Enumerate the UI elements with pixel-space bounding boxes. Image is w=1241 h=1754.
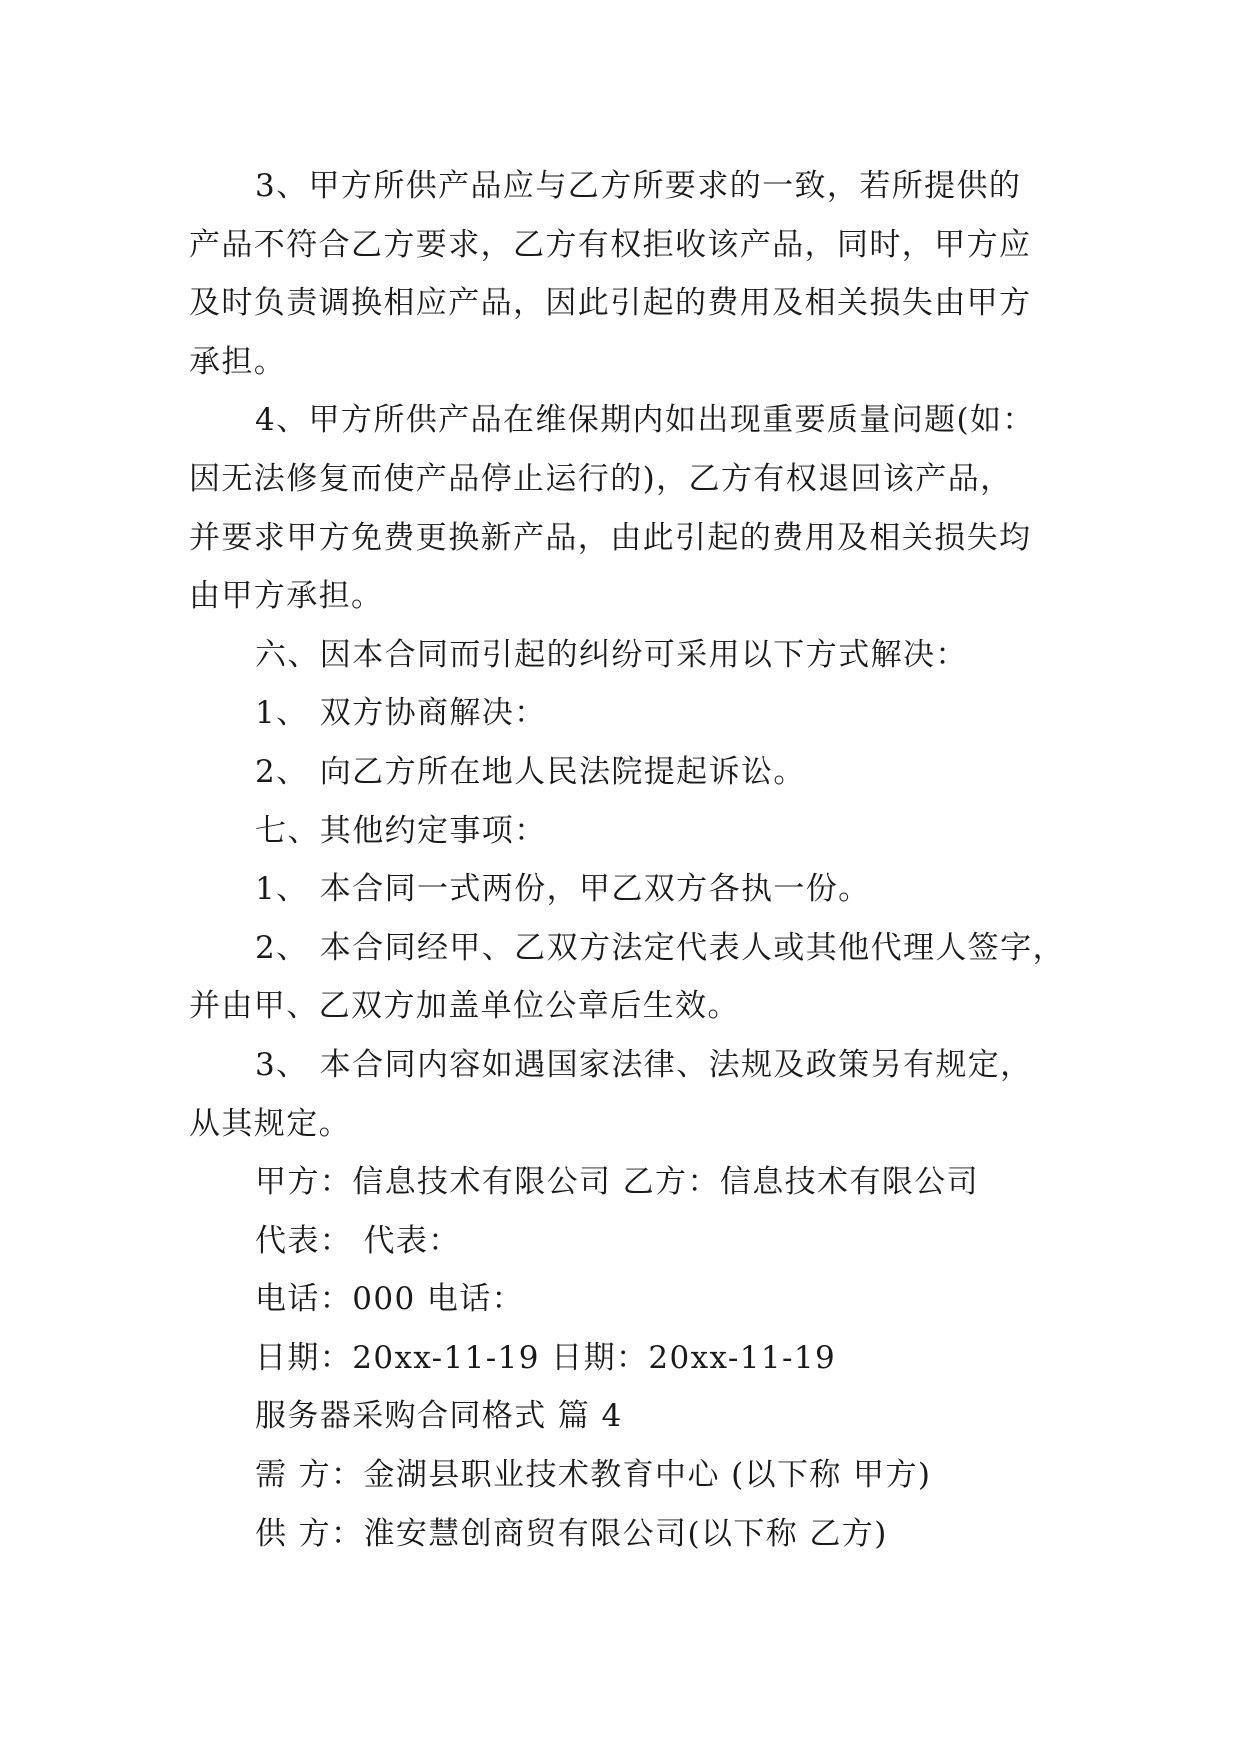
clause-3-line-1: 3、甲方所供产品应与乙方所要求的一致，若所提供的: [255, 168, 1022, 204]
section-6-item-1: 1、 双方协商解决：: [255, 695, 547, 732]
clause-4-line-1: 4、甲方所供产品在维保期内如出现重要质量问题(如：: [255, 402, 1035, 439]
clause-3-line-3: 及时负责调换相应产品，因此引起的费用及相关损失由甲方: [189, 285, 1032, 322]
party-phones: 电话：000 电话：: [255, 1281, 525, 1318]
demand-party: 需 方：金湖县职业技术教育中心 (以下称 甲方): [255, 1457, 932, 1494]
clause-4-line-3: 并要求甲方免费更换新产品，由此引起的费用及相关损失均: [189, 519, 1032, 556]
clause-4-line-4: 由甲方承担。: [189, 578, 384, 615]
document-body: [189, 157, 1069, 1563]
section-6-item-2: 2、 向乙方所在地人民法院提起诉讼。: [255, 753, 806, 790]
clause-3-line-2: 产品不符合乙方要求，乙方有权拒收该产品，同时，甲方应: [189, 226, 1032, 263]
section-7-item-2-line-2: 并由甲、乙双方加盖单位公章后生效。: [189, 988, 740, 1025]
clause-3-line-4: 承担。: [189, 343, 287, 380]
next-contract-title: 服务器采购合同格式 篇 4: [255, 1398, 623, 1435]
party-dates: 日期：20xx-11-19 日期：20xx-11-19: [255, 1339, 837, 1376]
section-7-item-2-line-1: 2、 本合同经甲、乙双方法定代表人或其他代理人签字，: [255, 929, 1065, 966]
section-7-item-3-line-1: 3、 本合同内容如遇国家法律、法规及政策另有规定，: [255, 1046, 1033, 1083]
section-6-heading: 六、因本合同而引起的纠纷可采用以下方式解决：: [255, 636, 968, 673]
supply-party: 供 方：淮安慧创商贸有限公司(以下称 乙方): [255, 1515, 888, 1552]
section-7-item-1: 1、 本合同一式两份，甲乙双方各执一份。: [255, 871, 871, 908]
section-7-heading: 七、其他约定事项：: [255, 812, 547, 849]
section-7-item-3-line-2: 从其规定。: [189, 1105, 351, 1142]
clause-4-line-2: 因无法修复而使产品停止运行的)，乙方有权退回该产品，: [189, 460, 1013, 497]
party-names: 甲方：信息技术有限公司 乙方：信息技术有限公司: [255, 1164, 980, 1201]
party-representatives: 代表： 代表：: [255, 1222, 461, 1259]
